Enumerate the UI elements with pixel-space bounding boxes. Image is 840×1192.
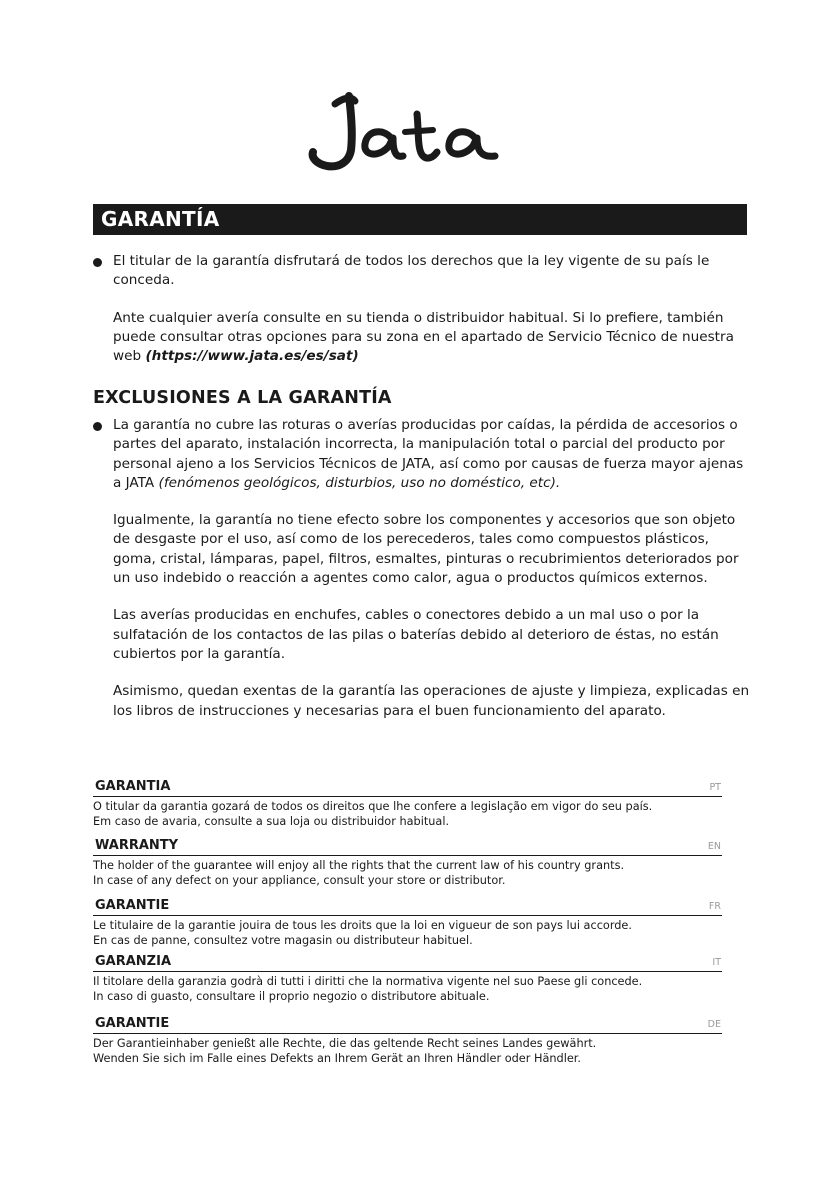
lang-block-it — [93, 954, 722, 1004]
exclusions-heading: EXCLUSIONES A LA GARANTÍA — [93, 388, 392, 408]
exclusions-text-3: Las averías producidas en enchufes, cables o conectores debido a un mal uso o por la sulfatación de los contactos de las pilas o baterías debido al deterioro de éstas, no están cubiertos por la garantía. — [113, 607, 719, 662]
lang-title-fr: GARANTIE — [95, 898, 170, 913]
lang-block-en — [93, 838, 722, 888]
lang-text-fr-1: Le titulaire de la garantie jouira de tous les droits que la loi en vigueur de son pays lui accorde. — [93, 919, 632, 932]
lang-text-en-1: The holder of the guarantee will enjoy all the rights that the current law of his country grants. — [93, 859, 625, 872]
lang-code-pt: PT — [709, 782, 721, 793]
sat-link[interactable]: (https://www.jata.es/es/sat) — [145, 348, 359, 365]
lang-block-pt — [93, 779, 722, 829]
exclusions-paragraph-2 — [93, 511, 753, 588]
lang-header-it — [93, 954, 722, 972]
jata-logo — [305, 92, 505, 174]
bullet-icon — [93, 422, 102, 431]
lang-header-pt — [93, 779, 722, 797]
exclusions-paragraph-1 — [93, 416, 753, 493]
lang-text-pt-2: Em caso de avaria, consulte a sua loja ou distribuidor habitual. — [93, 815, 450, 828]
warranty-paragraph-1 — [93, 252, 753, 291]
exclusions-text-2: Igualmente, la garantía no tiene efecto sobre los componentes y accesorios que son objeto de desgaste por el uso, así como de los perecederos, tales como compuestos plásticos, goma, cristal, lámparas, papel, filtros, esmaltes, pinturas o recubrimientos deteriorados por un uso indebido o reacción a agentes como calor, agua o productos químicos externos. — [113, 512, 739, 587]
lang-title-it: GARANZIA — [95, 954, 172, 969]
lang-title-pt: GARANTIA — [95, 779, 171, 794]
lang-text-pt-1: O titular da garantia gozará de todos os direitos que lhe confere a legislação em vigor do seu país. — [93, 800, 653, 813]
lang-text-fr-2: En cas de panne, consultez votre magasin ou distributeur habituel. — [93, 934, 473, 947]
exclusions-text-1: La garantía no cubre las roturas o averías producidas por caídas, la pérdida de accesorios o partes del aparato, instalación incorrecta, la manipulación total o parcial del producto por personal ajeno a los Servicios Técnicos de JATA, así como por causas de fuerza mayor ajenas a JATA — [113, 417, 744, 491]
lang-header-en — [93, 838, 722, 856]
lang-code-en: EN — [707, 841, 721, 852]
lang-text-de-1: Der Garantieinhaber genießt alle Rechte, die das geltende Recht seines Landes gewährt. — [93, 1037, 597, 1050]
exclusions-paragraph-4 — [93, 682, 753, 721]
lang-block-fr — [93, 898, 722, 948]
warranty-text-1: El titular de la garantía disfrutará de todos los derechos que la ley vigente de su país le conceda. — [113, 253, 710, 289]
lang-title-de: GARANTIE — [95, 1016, 170, 1031]
exclusions-text-4: Asimismo, quedan exentas de la garantía las operaciones de ajuste y limpieza, explicadas en los libros de instrucciones y necesarias para el buen funcionamiento del aparato. — [113, 683, 750, 719]
lang-code-it: IT — [712, 957, 721, 968]
lang-header-de — [93, 1016, 722, 1034]
warranty-banner: GARANTÍA — [93, 204, 747, 235]
warranty-text-2: Ante cualquier avería consulte en su tienda o distribuidor habitual. Si lo prefiere, también puede consultar otras opciones para su zona en el apartado de Servicio Técnico de nuestra web — [113, 309, 734, 365]
lang-text-it-1: Il titolare della garanzia godrà di tutti i diritti che la normativa vigente nel suo Paese gli concede. — [93, 975, 643, 988]
warranty-section — [93, 252, 753, 384]
lang-header-fr — [93, 898, 722, 916]
lang-text-de-2: Wenden Sie sich im Falle eines Defekts an Ihrem Gerät an Ihren Händler oder Händler. — [93, 1052, 581, 1065]
exclusions-paragraph-3 — [93, 606, 753, 664]
bullet-icon — [93, 258, 102, 267]
exclusions-text-1-italic: (fenómenos geológicos, disturbios, uso no doméstico, etc). — [158, 474, 561, 491]
lang-text-en-2: In case of any defect on your appliance, consult your store or distributor. — [93, 874, 506, 887]
warranty-paragraph-2 — [93, 309, 753, 367]
lang-code-de: DE — [707, 1019, 721, 1030]
exclusions-section — [93, 416, 753, 739]
lang-block-de — [93, 1016, 722, 1066]
lang-code-fr: FR — [708, 901, 721, 912]
lang-text-it-2: In caso di guasto, consultare il proprio negozio o distributore abituale. — [93, 990, 490, 1003]
lang-title-en: WARRANTY — [95, 838, 179, 853]
